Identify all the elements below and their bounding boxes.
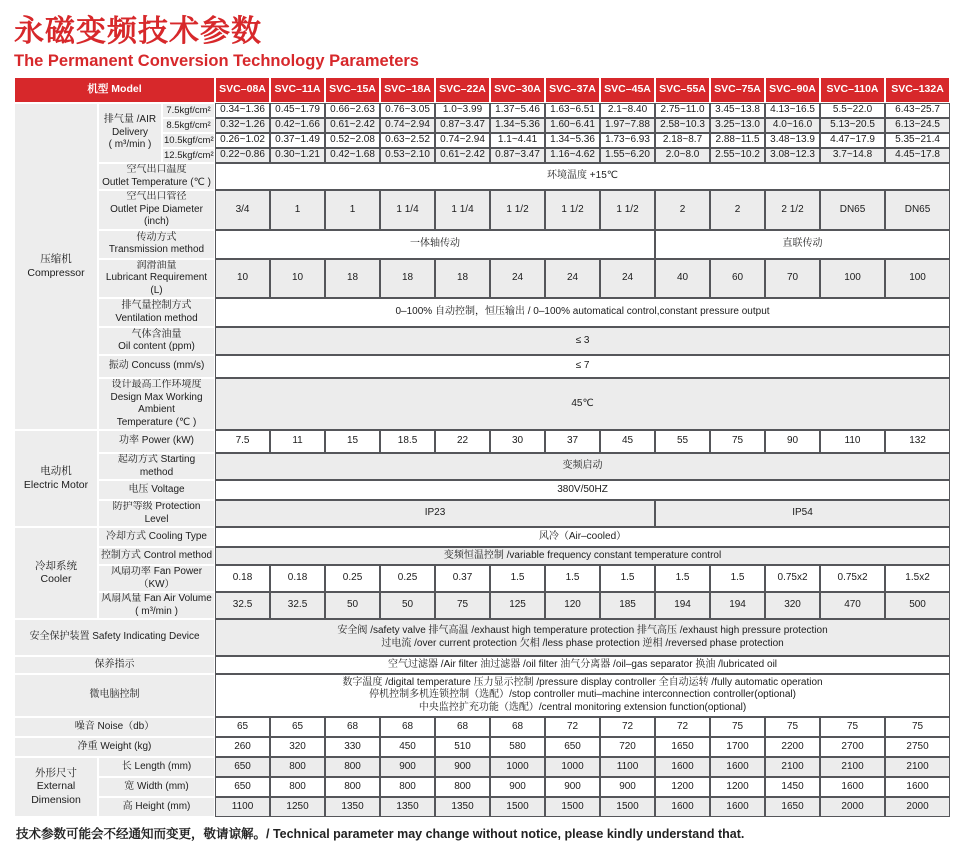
fan-air-volume-value-7: 120 xyxy=(545,592,600,619)
motor-power-value-10: 75 xyxy=(710,430,765,453)
label-noise: 噪音 Noise（db） xyxy=(14,717,215,737)
air-delivery-12-5-value-1: 0.22~0.86 xyxy=(215,148,270,163)
label-ventilation-method: 排气量控制方式 Ventilation method xyxy=(98,298,215,327)
noise-value-9: 72 xyxy=(655,717,710,737)
label-air-delivery: 排气量 /AIR Delivery ( m³/min ) xyxy=(98,103,162,163)
label-motor-power: 功率 Power (kW) xyxy=(98,430,215,453)
air-delivery-12-5-value-9: 2.0~8.0 xyxy=(655,148,710,163)
design-max-ambient-span-1: 45℃ xyxy=(215,378,950,430)
motor-power-value-4: 18.5 xyxy=(380,430,435,453)
fan-power-value-11: 0.75x2 xyxy=(765,565,820,592)
model-header-value-8: SVC–45A xyxy=(600,77,655,103)
row-ventilation-method xyxy=(14,298,950,327)
model-header-value-6: SVC–30A xyxy=(490,77,545,103)
sub-pressure-12-5: 12.5kgf/cm² xyxy=(162,148,215,163)
motor-power-value-13: 132 xyxy=(885,430,950,453)
width-value-4: 800 xyxy=(380,777,435,797)
length-value-12: 2100 xyxy=(820,757,885,777)
row-motor-power xyxy=(14,430,950,453)
transmission-method-span-1: 一体轴传动 xyxy=(215,230,655,259)
row-height xyxy=(14,797,950,817)
outlet-pipe-diameter-value-3: 1 xyxy=(325,190,380,230)
group-electric-motor: 电动机 Electric Motor xyxy=(14,430,98,527)
air-delivery-12-5-value-6: 0.87~3.47 xyxy=(490,148,545,163)
label-starting-method: 起动方式 Starting method xyxy=(98,453,215,480)
group-cooler: 冷却系统 Cooler xyxy=(14,527,98,619)
control-method-span-1: 变频恒温控制 /variable frequency constant temperature control xyxy=(215,547,950,565)
label-outlet-pipe-diameter: 空气出口管径 Outlet Pipe Diameter (inch) xyxy=(98,190,215,230)
lubricant-requirement-value-11: 70 xyxy=(765,259,820,299)
air-delivery-7-5-value-3: 0.66~2.63 xyxy=(325,103,380,118)
height-value-13: 2000 xyxy=(885,797,950,817)
row-outlet-temperature xyxy=(14,163,950,190)
lubricant-requirement-value-8: 24 xyxy=(600,259,655,299)
length-value-10: 1600 xyxy=(710,757,765,777)
row-oil-content xyxy=(14,327,950,355)
page-subtitle: The Permanent Conversion Technology Parameters xyxy=(14,52,419,70)
length-value-9: 1600 xyxy=(655,757,710,777)
row-weight xyxy=(14,737,950,757)
fan-power-value-4: 0.25 xyxy=(380,565,435,592)
row-model-header xyxy=(14,77,950,103)
spec-table-body xyxy=(14,77,950,817)
weight-value-13: 2750 xyxy=(885,737,950,757)
motor-power-value-6: 30 xyxy=(490,430,545,453)
lubricant-requirement-value-10: 60 xyxy=(710,259,765,299)
height-value-3: 1350 xyxy=(325,797,380,817)
transmission-method-span-2: 直联传动 xyxy=(655,230,950,259)
air-delivery-10-5-value-2: 0.37~1.49 xyxy=(270,133,325,148)
label-oil-content: 气体含油量 Oil content (ppm) xyxy=(98,327,215,355)
weight-value-12: 2700 xyxy=(820,737,885,757)
air-delivery-8-5-value-10: 3.25~13.0 xyxy=(710,118,765,133)
air-delivery-7-5-value-10: 3.45~13.8 xyxy=(710,103,765,118)
microcomputer-control-span-1: 数字温度 /digital temperature 压力显示控制 /pressure display controller 全自动运转 /fully automatic operation 停机控制多机连锁控制（选配）/stop controller muti–machine interconnection controller(optional) 中央监控扩充功能（选配）/central monitoring extension function(optional) xyxy=(215,674,950,717)
motor-power-value-5: 22 xyxy=(435,430,490,453)
label-concuss: 振动 Concuss (mm/s) xyxy=(98,355,215,378)
air-delivery-10-5-value-3: 0.52~2.08 xyxy=(325,133,380,148)
width-value-11: 1450 xyxy=(765,777,820,797)
length-value-5: 900 xyxy=(435,757,490,777)
air-delivery-10-5-value-12: 4.47~17.9 xyxy=(820,133,885,148)
row-voltage xyxy=(14,480,950,500)
noise-value-12: 75 xyxy=(820,717,885,737)
fan-power-value-12: 0.75x2 xyxy=(820,565,885,592)
air-delivery-8-5-value-3: 0.61~2.42 xyxy=(325,118,380,133)
air-delivery-8-5-value-6: 1.34~5.36 xyxy=(490,118,545,133)
length-value-6: 1000 xyxy=(490,757,545,777)
row-concuss xyxy=(14,355,950,378)
label-maintenance-indication: 保养指示 xyxy=(14,656,215,674)
model-header-value-4: SVC–18A xyxy=(380,77,435,103)
outlet-pipe-diameter-value-11: 2 1/2 xyxy=(765,190,820,230)
air-delivery-12-5-value-13: 4.45~17.8 xyxy=(885,148,950,163)
model-header-value-3: SVC–15A xyxy=(325,77,380,103)
page-title: 永磁变频技术参数 xyxy=(14,15,262,48)
sub-pressure-7-5: 7.5kgf/cm² xyxy=(162,103,215,118)
model-header-value-12: SVC–110A xyxy=(820,77,885,103)
model-header-value-10: SVC–75A xyxy=(710,77,765,103)
motor-power-value-7: 37 xyxy=(545,430,600,453)
label-fan-air-volume: 风扇风量 Fan Air Volume ( m³/min ) xyxy=(98,592,215,619)
air-delivery-10-5-value-13: 5.35~21.4 xyxy=(885,133,950,148)
air-delivery-10-5-value-9: 2.18~8.7 xyxy=(655,133,710,148)
fan-air-volume-value-10: 194 xyxy=(710,592,765,619)
label-width: 宽 Width (mm) xyxy=(98,777,215,797)
outlet-pipe-diameter-value-7: 1 1/2 xyxy=(545,190,600,230)
fan-air-volume-value-13: 500 xyxy=(885,592,950,619)
air-delivery-12-5-value-8: 1.55~6.20 xyxy=(600,148,655,163)
label-fan-power: 风扇功率 Fan Power（KW） xyxy=(98,565,215,592)
height-value-8: 1500 xyxy=(600,797,655,817)
air-delivery-7-5-value-1: 0.34~1.36 xyxy=(215,103,270,118)
fan-power-value-1: 0.18 xyxy=(215,565,270,592)
motor-power-value-8: 45 xyxy=(600,430,655,453)
fan-air-volume-value-9: 194 xyxy=(655,592,710,619)
row-length xyxy=(14,757,950,777)
width-value-9: 1200 xyxy=(655,777,710,797)
spec-table xyxy=(14,77,950,817)
air-delivery-12-5-value-11: 3.08~12.3 xyxy=(765,148,820,163)
air-delivery-7-5-value-4: 0.76~3.05 xyxy=(380,103,435,118)
fan-power-value-9: 1.5 xyxy=(655,565,710,592)
fan-power-value-10: 1.5 xyxy=(710,565,765,592)
lubricant-requirement-value-1: 10 xyxy=(215,259,270,299)
weight-value-5: 510 xyxy=(435,737,490,757)
row-noise xyxy=(14,717,950,737)
air-delivery-12-5-value-2: 0.30~1.21 xyxy=(270,148,325,163)
air-delivery-7-5-value-9: 2.75~11.0 xyxy=(655,103,710,118)
motor-power-value-2: 11 xyxy=(270,430,325,453)
air-delivery-8-5-value-11: 4.0~16.0 xyxy=(765,118,820,133)
row-protection-level xyxy=(14,500,950,527)
noise-value-3: 68 xyxy=(325,717,380,737)
air-delivery-10-5-value-8: 1.73~6.93 xyxy=(600,133,655,148)
height-value-6: 1500 xyxy=(490,797,545,817)
outlet-temperature-span-1: 环境温度 +15℃ xyxy=(215,163,950,190)
footer-note: 技术参数可能会不经通知而变更，敬请谅解。/ Technical parameter may change without notice, please kindly understand that. xyxy=(16,827,745,841)
fan-air-volume-value-1: 32.5 xyxy=(215,592,270,619)
row-outlet-pipe-diameter xyxy=(14,190,950,230)
height-value-2: 1250 xyxy=(270,797,325,817)
ventilation-method-span-1: 0–100% 自动控制，恒压输出 / 0–100% automatical control,constant pressure output xyxy=(215,298,950,327)
label-weight: 净重 Weight (kg) xyxy=(14,737,215,757)
fan-air-volume-value-8: 185 xyxy=(600,592,655,619)
weight-value-10: 1700 xyxy=(710,737,765,757)
length-value-2: 800 xyxy=(270,757,325,777)
fan-power-value-6: 1.5 xyxy=(490,565,545,592)
height-value-9: 1600 xyxy=(655,797,710,817)
width-value-5: 800 xyxy=(435,777,490,797)
label-voltage: 电压 Voltage xyxy=(98,480,215,500)
label-design-max-ambient: 设计最高工作环境度 Design Max Working Ambient Temperature (℃ ) xyxy=(98,378,215,430)
model-header-value-2: SVC–11A xyxy=(270,77,325,103)
length-value-7: 1000 xyxy=(545,757,600,777)
air-delivery-7-5-value-12: 5.5~22.0 xyxy=(820,103,885,118)
maintenance-indication-span-1: 空气过滤器 /Air filter 油过滤器 /oil filter 油气分离器 /oil–gas separator 换油 /lubricated oil xyxy=(215,656,950,674)
height-value-7: 1500 xyxy=(545,797,600,817)
row-transmission-method xyxy=(14,230,950,259)
lubricant-requirement-value-12: 100 xyxy=(820,259,885,299)
air-delivery-8-5-value-5: 0.87~3.47 xyxy=(435,118,490,133)
height-value-11: 1650 xyxy=(765,797,820,817)
width-value-1: 650 xyxy=(215,777,270,797)
outlet-pipe-diameter-value-1: 3/4 xyxy=(215,190,270,230)
air-delivery-8-5-value-13: 6.13~24.5 xyxy=(885,118,950,133)
sub-pressure-8-5: 8.5kgf/cm² xyxy=(162,118,215,133)
model-header-value-1: SVC–08A xyxy=(215,77,270,103)
label-microcomputer-control: 微电脑控制 xyxy=(14,674,215,717)
noise-value-2: 65 xyxy=(270,717,325,737)
fan-power-value-2: 0.18 xyxy=(270,565,325,592)
fan-air-volume-value-12: 470 xyxy=(820,592,885,619)
noise-value-8: 72 xyxy=(600,717,655,737)
air-delivery-10-5-value-6: 1.1~4.41 xyxy=(490,133,545,148)
outlet-pipe-diameter-value-13: DN65 xyxy=(885,190,950,230)
voltage-span-1: 380V/50HZ xyxy=(215,480,950,500)
noise-value-5: 68 xyxy=(435,717,490,737)
row-lubricant-requirement xyxy=(14,259,950,299)
row-maintenance-indication xyxy=(14,656,950,674)
fan-power-value-3: 0.25 xyxy=(325,565,380,592)
model-header-value-5: SVC–22A xyxy=(435,77,490,103)
concuss-span-1: ≤ 7 xyxy=(215,355,950,378)
air-delivery-10-5-value-7: 1.34~5.36 xyxy=(545,133,600,148)
air-delivery-12-5-value-3: 0.42~1.68 xyxy=(325,148,380,163)
outlet-pipe-diameter-value-5: 1 1/4 xyxy=(435,190,490,230)
fan-power-value-8: 1.5 xyxy=(600,565,655,592)
model-header-value-11: SVC–90A xyxy=(765,77,820,103)
label-control-method: 控制方式 Control method xyxy=(98,547,215,565)
fan-air-volume-value-4: 50 xyxy=(380,592,435,619)
outlet-pipe-diameter-value-12: DN65 xyxy=(820,190,885,230)
outlet-pipe-diameter-value-10: 2 xyxy=(710,190,765,230)
weight-value-6: 580 xyxy=(490,737,545,757)
lubricant-requirement-value-6: 24 xyxy=(490,259,545,299)
protection-level-span-1: IP23 xyxy=(215,500,655,527)
lubricant-requirement-value-9: 40 xyxy=(655,259,710,299)
fan-air-volume-value-3: 50 xyxy=(325,592,380,619)
row-air-delivery-7-5 xyxy=(14,103,950,118)
air-delivery-12-5-value-7: 1.16~4.62 xyxy=(545,148,600,163)
label-height: 高 Height (mm) xyxy=(98,797,215,817)
noise-value-6: 68 xyxy=(490,717,545,737)
height-value-12: 2000 xyxy=(820,797,885,817)
group-external-dimension: 外形尺寸 External Dimension xyxy=(14,757,98,817)
air-delivery-7-5-value-13: 6.43~25.7 xyxy=(885,103,950,118)
fan-power-value-13: 1.5x2 xyxy=(885,565,950,592)
air-delivery-10-5-value-5: 0.74~2.94 xyxy=(435,133,490,148)
width-value-6: 900 xyxy=(490,777,545,797)
length-value-11: 2100 xyxy=(765,757,820,777)
label-protection-level: 防护等级 Protection Level xyxy=(98,500,215,527)
air-delivery-8-5-value-9: 2.58~10.3 xyxy=(655,118,710,133)
height-value-4: 1350 xyxy=(380,797,435,817)
noise-value-1: 65 xyxy=(215,717,270,737)
air-delivery-12-5-value-5: 0.61~2.42 xyxy=(435,148,490,163)
height-value-10: 1600 xyxy=(710,797,765,817)
width-value-7: 900 xyxy=(545,777,600,797)
oil-content-span-1: ≤ 3 xyxy=(215,327,950,355)
width-value-3: 800 xyxy=(325,777,380,797)
lubricant-requirement-value-3: 18 xyxy=(325,259,380,299)
model-header-value-13: SVC–132A xyxy=(885,77,950,103)
height-value-5: 1350 xyxy=(435,797,490,817)
height-value-1: 1100 xyxy=(215,797,270,817)
lubricant-requirement-value-2: 10 xyxy=(270,259,325,299)
model-header-label: 机型 Model xyxy=(14,77,215,103)
width-value-12: 1600 xyxy=(820,777,885,797)
row-fan-air-volume xyxy=(14,592,950,619)
label-safety-device: 安全保护装置 Safety Indicating Device xyxy=(14,619,215,656)
fan-air-volume-value-2: 32.5 xyxy=(270,592,325,619)
row-microcomputer-control xyxy=(14,674,950,717)
outlet-pipe-diameter-value-2: 1 xyxy=(270,190,325,230)
air-delivery-12-5-value-12: 3.7~14.8 xyxy=(820,148,885,163)
fan-power-value-5: 0.37 xyxy=(435,565,490,592)
row-fan-power xyxy=(14,565,950,592)
outlet-pipe-diameter-value-4: 1 1/4 xyxy=(380,190,435,230)
width-value-2: 800 xyxy=(270,777,325,797)
air-delivery-12-5-value-10: 2.55~10.2 xyxy=(710,148,765,163)
weight-value-11: 2200 xyxy=(765,737,820,757)
air-delivery-8-5-value-1: 0.32~1.26 xyxy=(215,118,270,133)
model-header-value-7: SVC–37A xyxy=(545,77,600,103)
weight-value-3: 330 xyxy=(325,737,380,757)
lubricant-requirement-value-13: 100 xyxy=(885,259,950,299)
lubricant-requirement-value-7: 24 xyxy=(545,259,600,299)
length-value-8: 1100 xyxy=(600,757,655,777)
air-delivery-7-5-value-6: 1.37~5.46 xyxy=(490,103,545,118)
air-delivery-8-5-value-7: 1.60~6.41 xyxy=(545,118,600,133)
lubricant-requirement-value-5: 18 xyxy=(435,259,490,299)
weight-value-8: 720 xyxy=(600,737,655,757)
motor-power-value-11: 90 xyxy=(765,430,820,453)
label-transmission-method: 传动方式 Transmission method xyxy=(98,230,215,259)
noise-value-11: 75 xyxy=(765,717,820,737)
width-value-13: 1600 xyxy=(885,777,950,797)
starting-method-span-1: 变频启动 xyxy=(215,453,950,480)
air-delivery-7-5-value-11: 4.13~16.5 xyxy=(765,103,820,118)
width-value-10: 1200 xyxy=(710,777,765,797)
air-delivery-8-5-value-2: 0.42~1.66 xyxy=(270,118,325,133)
protection-level-span-2: IP54 xyxy=(655,500,950,527)
sub-pressure-10-5: 10.5kgf/cm² xyxy=(162,133,215,148)
label-lubricant-requirement: 润滑油量 Lubricant Requirement (L) xyxy=(98,259,215,299)
row-control-method xyxy=(14,547,950,565)
row-cooling-type xyxy=(14,527,950,547)
length-value-1: 650 xyxy=(215,757,270,777)
fan-air-volume-value-5: 75 xyxy=(435,592,490,619)
motor-power-value-12: 110 xyxy=(820,430,885,453)
air-delivery-7-5-value-5: 1.0~3.99 xyxy=(435,103,490,118)
fan-power-value-7: 1.5 xyxy=(545,565,600,592)
cooling-type-span-1: 风冷（Air–cooled） xyxy=(215,527,950,547)
row-safety-device xyxy=(14,619,950,656)
model-header-value-9: SVC–55A xyxy=(655,77,710,103)
label-cooling-type: 冷却方式 Cooling Type xyxy=(98,527,215,547)
group-compressor: 压缩机 Compressor xyxy=(14,103,98,430)
label-outlet-temperature: 空气出口温度 Outlet Temperature (℃ ) xyxy=(98,163,215,190)
motor-power-value-1: 7.5 xyxy=(215,430,270,453)
air-delivery-12-5-value-4: 0.53~2.10 xyxy=(380,148,435,163)
noise-value-13: 75 xyxy=(885,717,950,737)
noise-value-7: 72 xyxy=(545,717,600,737)
noise-value-10: 75 xyxy=(710,717,765,737)
air-delivery-10-5-value-1: 0.26~1.02 xyxy=(215,133,270,148)
air-delivery-10-5-value-4: 0.63~2.52 xyxy=(380,133,435,148)
outlet-pipe-diameter-value-8: 1 1/2 xyxy=(600,190,655,230)
air-delivery-7-5-value-7: 1.63~6.51 xyxy=(545,103,600,118)
outlet-pipe-diameter-value-6: 1 1/2 xyxy=(490,190,545,230)
width-value-8: 900 xyxy=(600,777,655,797)
motor-power-value-3: 15 xyxy=(325,430,380,453)
air-delivery-8-5-value-12: 5.13~20.5 xyxy=(820,118,885,133)
weight-value-1: 260 xyxy=(215,737,270,757)
row-design-max-ambient xyxy=(14,378,950,430)
motor-power-value-9: 55 xyxy=(655,430,710,453)
length-value-13: 2100 xyxy=(885,757,950,777)
weight-value-4: 450 xyxy=(380,737,435,757)
air-delivery-8-5-value-8: 1.97~7.88 xyxy=(600,118,655,133)
length-value-3: 800 xyxy=(325,757,380,777)
fan-air-volume-value-6: 125 xyxy=(490,592,545,619)
lubricant-requirement-value-4: 18 xyxy=(380,259,435,299)
row-width xyxy=(14,777,950,797)
air-delivery-7-5-value-8: 2.1~8.40 xyxy=(600,103,655,118)
weight-value-9: 1650 xyxy=(655,737,710,757)
outlet-pipe-diameter-value-9: 2 xyxy=(655,190,710,230)
safety-device-span-1: 安全阀 /safety valve 排气高温 /exhaust high temperature protection 排气高压 /exhaust high pressure protection 过电流 /over current protection 欠相 /less phase protection 逆相 /reversed phase protection xyxy=(215,619,950,656)
row-starting-method xyxy=(14,453,950,480)
weight-value-2: 320 xyxy=(270,737,325,757)
air-delivery-10-5-value-11: 3.48~13.9 xyxy=(765,133,820,148)
length-value-4: 900 xyxy=(380,757,435,777)
weight-value-7: 650 xyxy=(545,737,600,757)
noise-value-4: 68 xyxy=(380,717,435,737)
label-length: 长 Length (mm) xyxy=(98,757,215,777)
air-delivery-10-5-value-10: 2.88~11.5 xyxy=(710,133,765,148)
air-delivery-8-5-value-4: 0.74~2.94 xyxy=(380,118,435,133)
air-delivery-7-5-value-2: 0.45~1.79 xyxy=(270,103,325,118)
fan-air-volume-value-11: 320 xyxy=(765,592,820,619)
